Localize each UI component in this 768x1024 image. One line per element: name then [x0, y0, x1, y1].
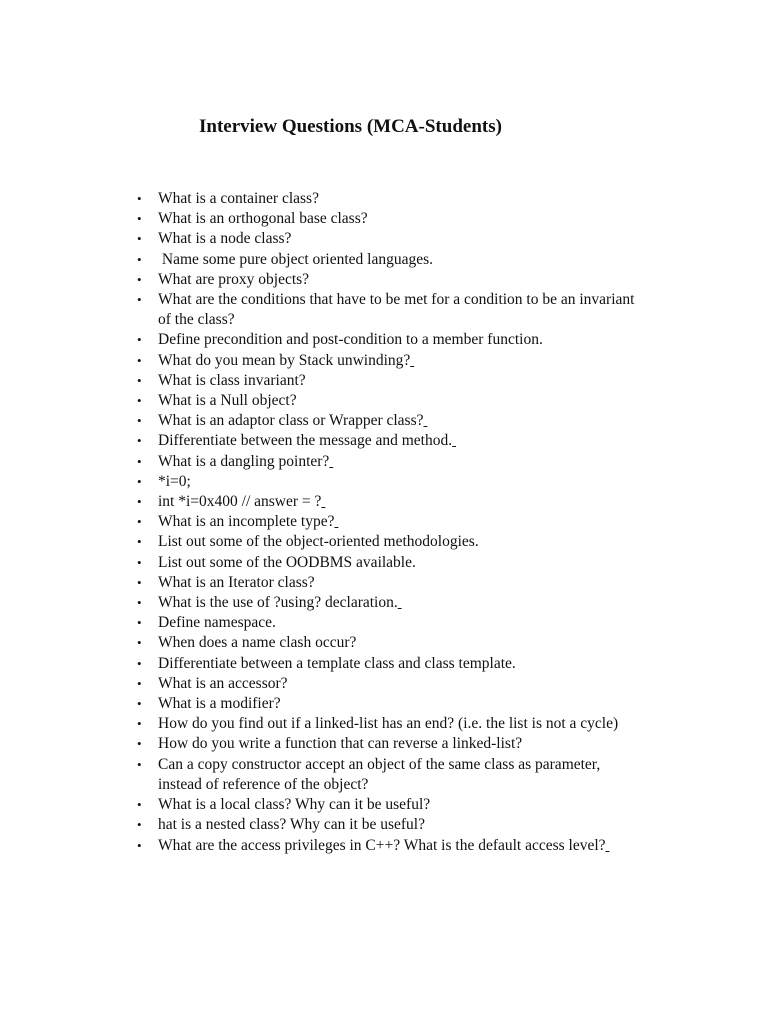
question-text: List out some of the OODBMS available. — [158, 553, 416, 571]
question-item — [158, 633, 638, 653]
question-text: What is a modifier? — [158, 695, 281, 713]
question-text: What is a dangling pointer? — [158, 452, 330, 470]
trailing-underline — [410, 352, 414, 369]
question-text: How do you write a function that can reverse a linked-list? — [158, 735, 523, 753]
question-item — [158, 270, 638, 290]
question-text: Define namespace. — [158, 614, 276, 632]
trailing-underline — [321, 493, 325, 510]
question-item — [158, 795, 638, 815]
question-text: What is an adaptor class or Wrapper class? — [158, 412, 424, 430]
question-item — [158, 330, 638, 350]
question-text: What is class invariant? — [158, 371, 306, 389]
question-item — [158, 836, 638, 856]
question-text: What are the conditions that have to be met for a condition to be an invariant of the class? — [158, 291, 639, 329]
question-text: Can a copy constructor accept an object of the same class as parameter, instead of reference of the object? — [158, 755, 605, 793]
question-item — [158, 209, 638, 229]
question-item — [158, 674, 638, 694]
question-text: Differentiate between the message and method. — [158, 432, 453, 450]
question-item — [158, 694, 638, 714]
question-text: What is a local class? Why can it be useful? — [158, 796, 431, 814]
trailing-underline — [398, 594, 402, 611]
question-item — [158, 532, 638, 552]
question-item — [158, 593, 638, 613]
question-text: What are proxy objects? — [158, 270, 310, 288]
question-item — [158, 734, 638, 754]
question-text: Differentiate between a template class and class template. — [158, 654, 516, 672]
question-item — [158, 431, 638, 451]
trailing-underline — [606, 837, 610, 854]
question-text: What is an accessor? — [158, 674, 288, 692]
question-item — [158, 755, 638, 795]
question-item — [158, 371, 638, 391]
question-item — [158, 512, 638, 532]
question-text: int *i=0x400 // answer = ? — [158, 493, 322, 511]
question-text: Name some pure object oriented languages. — [158, 250, 434, 268]
question-text: What is a container class? — [158, 190, 319, 207]
question-item — [158, 391, 638, 411]
question-item — [158, 290, 638, 330]
question-text: What do you mean by Stack unwinding? — [158, 351, 411, 369]
question-item — [158, 573, 638, 593]
question-item — [158, 411, 638, 431]
question-item — [158, 613, 638, 633]
question-text: What is a Null object? — [158, 392, 297, 410]
question-text: What is a node class? — [158, 230, 292, 248]
question-item — [158, 250, 638, 270]
trailing-underline — [452, 432, 456, 449]
trailing-underline — [424, 412, 428, 429]
question-item — [158, 189, 638, 209]
question-text: hat is a nested class? Why can it be useful? — [158, 816, 425, 834]
question-list — [158, 189, 638, 856]
question-text: What is an Iterator class? — [158, 573, 315, 591]
question-text: *i=0; — [158, 472, 191, 490]
question-item — [158, 472, 638, 492]
question-text: What is an incomplete type? — [158, 513, 335, 531]
question-text: Define precondition and post-condition to a member function. — [158, 331, 543, 349]
trailing-underline — [334, 513, 338, 530]
question-item — [158, 714, 638, 734]
question-text: What is an orthogonal base class? — [158, 210, 368, 228]
question-item — [158, 452, 638, 472]
question-text: When does a name clash occur? — [158, 634, 357, 652]
question-text: What is the use of ?using? declaration. — [158, 594, 398, 612]
question-item — [158, 553, 638, 573]
question-item — [158, 351, 638, 371]
question-text: How do you find out if a linked-list has an end? (i.e. the list is not a cycle) — [158, 715, 619, 733]
question-text: List out some of the object-oriented methodologies. — [158, 533, 479, 551]
question-item — [158, 815, 638, 835]
question-text: What are the access privileges in C++? What is the default access level? — [158, 836, 606, 854]
question-item — [158, 654, 638, 674]
trailing-underline — [329, 453, 333, 470]
question-item — [158, 229, 638, 249]
document-title: Interview Questions (MCA-Students) — [199, 116, 502, 137]
question-item — [158, 492, 638, 512]
